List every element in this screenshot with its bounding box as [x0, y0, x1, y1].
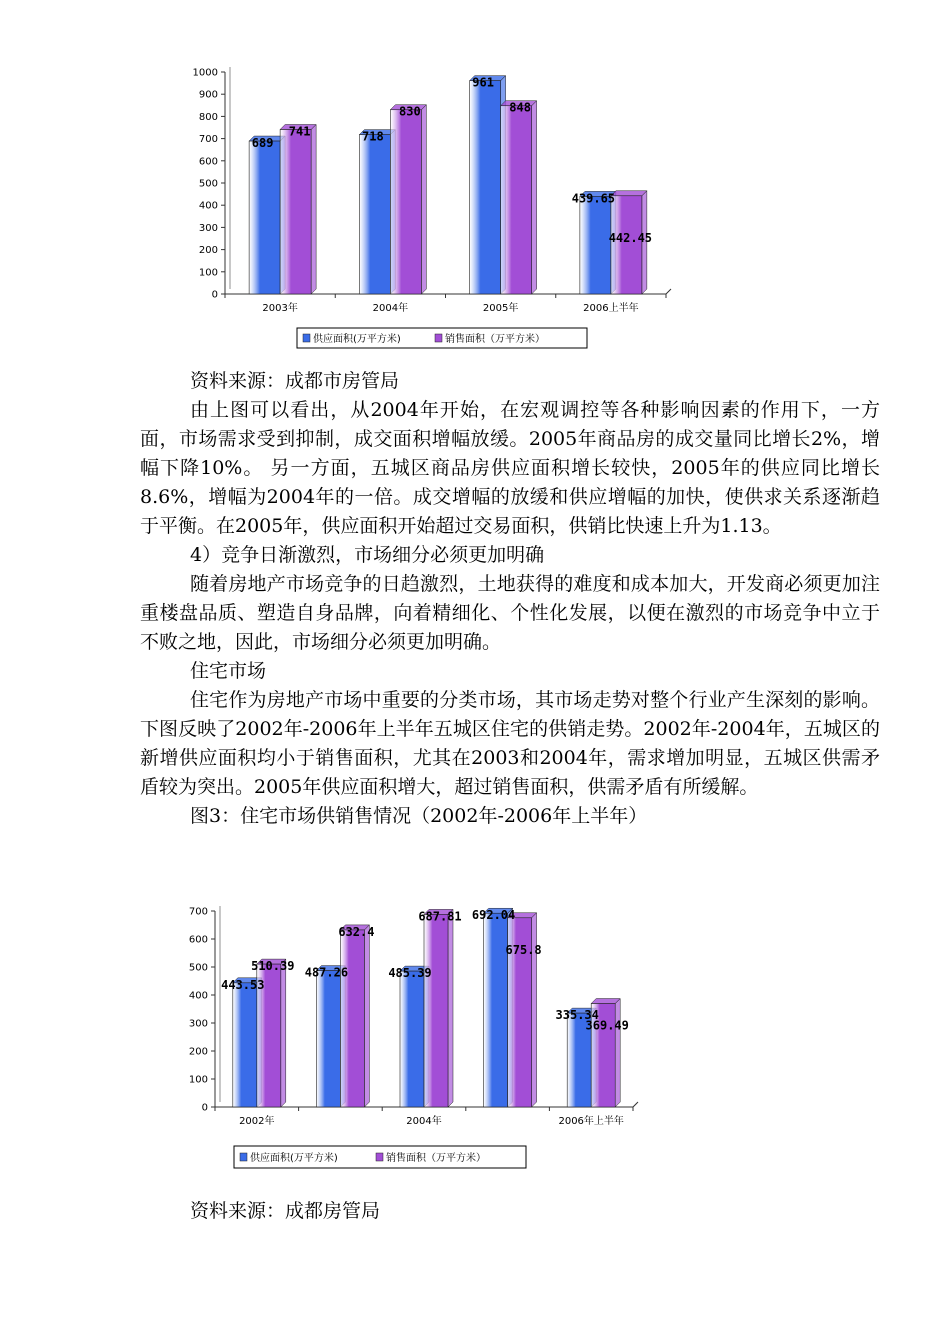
bar-chart-1 — [170, 55, 690, 355]
data-label: 689 — [251, 136, 274, 151]
bar-side — [421, 105, 426, 294]
bar — [580, 196, 611, 294]
y-tick-label: 500 — [198, 178, 218, 190]
data-label: 687.81 — [418, 909, 462, 924]
source-note: 资料来源：成都房管局 — [190, 1200, 381, 1222]
bar — [390, 110, 421, 294]
y-tick-label: 700 — [188, 906, 208, 918]
y-tick-label: 500 — [188, 962, 208, 974]
bar — [280, 129, 311, 294]
y-tick-label: 400 — [198, 200, 218, 212]
bar — [484, 913, 508, 1107]
bar — [316, 971, 340, 1107]
bar-top — [611, 191, 647, 196]
x-tick-label: 2004年 — [372, 303, 409, 314]
section-heading: 4）竞争日渐激烈，市场细分必须更加明确 — [190, 544, 545, 566]
y-tick-label: 800 — [198, 111, 218, 123]
x-tick-label: 2003年 — [262, 303, 298, 314]
source-note: 资料来源：成都市房管局 — [190, 370, 400, 392]
y-tick-label: 600 — [188, 934, 208, 946]
data-label: 632.4 — [338, 924, 375, 939]
x-tick-label: 2004年 — [406, 1116, 442, 1127]
legend-label: 供应面积(万平方米) — [313, 334, 401, 345]
chart-residential-2002-2006 — [170, 898, 650, 1173]
y-tick-label: 0 — [211, 289, 218, 301]
data-label: 741 — [288, 124, 311, 139]
legend-swatch — [303, 334, 310, 342]
figure-caption: 图3：住宅市场供销售情况（2002年-2006年上半年） — [190, 805, 648, 827]
data-label: 485.39 — [388, 966, 432, 981]
y-tick-label: 700 — [198, 134, 218, 146]
x-tick-label: 2005年 — [482, 303, 519, 314]
bar — [424, 914, 448, 1107]
data-label: 443.53 — [221, 977, 265, 992]
data-label: 487.26 — [304, 965, 349, 980]
data-label: 848 — [509, 100, 531, 115]
legend-swatch — [240, 1153, 247, 1161]
text-block-1 — [140, 367, 880, 831]
x-tick-label: 2006上半年 — [583, 303, 639, 314]
bar-side — [364, 925, 369, 1107]
section-heading: 住宅市场 — [190, 660, 267, 682]
legend-swatch — [376, 1153, 383, 1161]
y-tick-label: 1000 — [192, 67, 218, 79]
x-tick-label: 2006年上半年 — [558, 1116, 624, 1127]
paragraph: 由上图可以看出，从2004年开始，在宏观调控等各种影响因素的作用下，一方面，市场需求受到抑制，成交面积增幅放缓。2005年商品房的成交量同比增长2%，增幅下降10%。 另一方面，五城区商品房供应面积增长较快，2005年的供应同比增长8.6%，增幅为2004年的一倍。成交增幅的放缓和供应增幅的加快，使供求关系逐渐趋于平衡。在2005年，供应面积开始超过交易面积，供销比快速上升为1.13。 — [140, 399, 880, 537]
y-tick-label: 100 — [198, 267, 218, 279]
data-label: 335.34 — [555, 1008, 599, 1023]
data-label: 718 — [362, 129, 384, 144]
y-tick-label: 400 — [188, 990, 208, 1002]
data-label: 692.04 — [471, 908, 516, 923]
legend-label: 销售面积（万平方米） — [445, 334, 545, 345]
bar — [611, 196, 642, 294]
chart-supply-sales-2003-2006 — [170, 55, 690, 355]
paragraph: 随着房地产市场竞争的日趋激烈，土地获得的难度和成本加大，开发商必须更加注重楼盘品质、塑造自身品牌，向着精细化、个性化发展，以便在激烈的市场竞争中立于不败之地，因此，市场细分必须更加明确。 — [140, 573, 880, 653]
y-tick-label: 600 — [198, 156, 218, 168]
bar-side — [311, 124, 316, 294]
bar — [470, 81, 501, 294]
data-label: 830 — [399, 104, 421, 119]
paragraph: 住宅作为房地产市场中重要的分类市场，其市场走势对整个行业产生深刻的影响。下图反映了2002年-2006年上半年五城区住宅的供销走势。2002年-2004年，五城区的新增供应面积均小于销售面积，尤其在2003和2004年，需求增加明显，五城区供需矛盾较为突出。2005年供应面积增大，超过销售面积，供需矛盾有所缓解。 — [140, 689, 880, 798]
bar — [249, 141, 280, 294]
bar-side — [532, 101, 537, 294]
bar-chart-2 — [170, 898, 650, 1173]
y-tick-label: 300 — [198, 222, 218, 234]
y-tick-label: 900 — [198, 89, 218, 101]
bar-top — [591, 999, 620, 1004]
y-tick-label: 0 — [201, 1102, 208, 1114]
data-label: 961 — [472, 75, 494, 90]
bar — [501, 106, 532, 294]
y-tick-label: 100 — [188, 1074, 208, 1086]
data-label: 510.39 — [251, 959, 295, 974]
x-tick-label: 2002年 — [239, 1116, 275, 1127]
legend-label: 供应面积(万平方米) — [250, 1153, 338, 1164]
bar — [340, 930, 364, 1107]
y-tick-label: 300 — [188, 1018, 208, 1030]
y-tick-label: 200 — [188, 1046, 208, 1058]
bar — [359, 135, 390, 294]
data-label: 369.49 — [585, 1018, 629, 1033]
y-tick-label: 200 — [198, 245, 218, 257]
data-label: 439.65 — [571, 191, 616, 206]
legend-swatch — [435, 334, 442, 342]
data-label: 442.45 — [608, 230, 653, 245]
bar-side — [281, 959, 286, 1107]
bar-side — [615, 999, 620, 1107]
legend-label: 销售面积（万平方米） — [386, 1153, 486, 1164]
data-label: 675.8 — [505, 942, 542, 957]
text-block-2 — [140, 1197, 880, 1226]
bar-side — [448, 909, 453, 1107]
bar — [233, 983, 257, 1107]
bar — [400, 971, 424, 1107]
